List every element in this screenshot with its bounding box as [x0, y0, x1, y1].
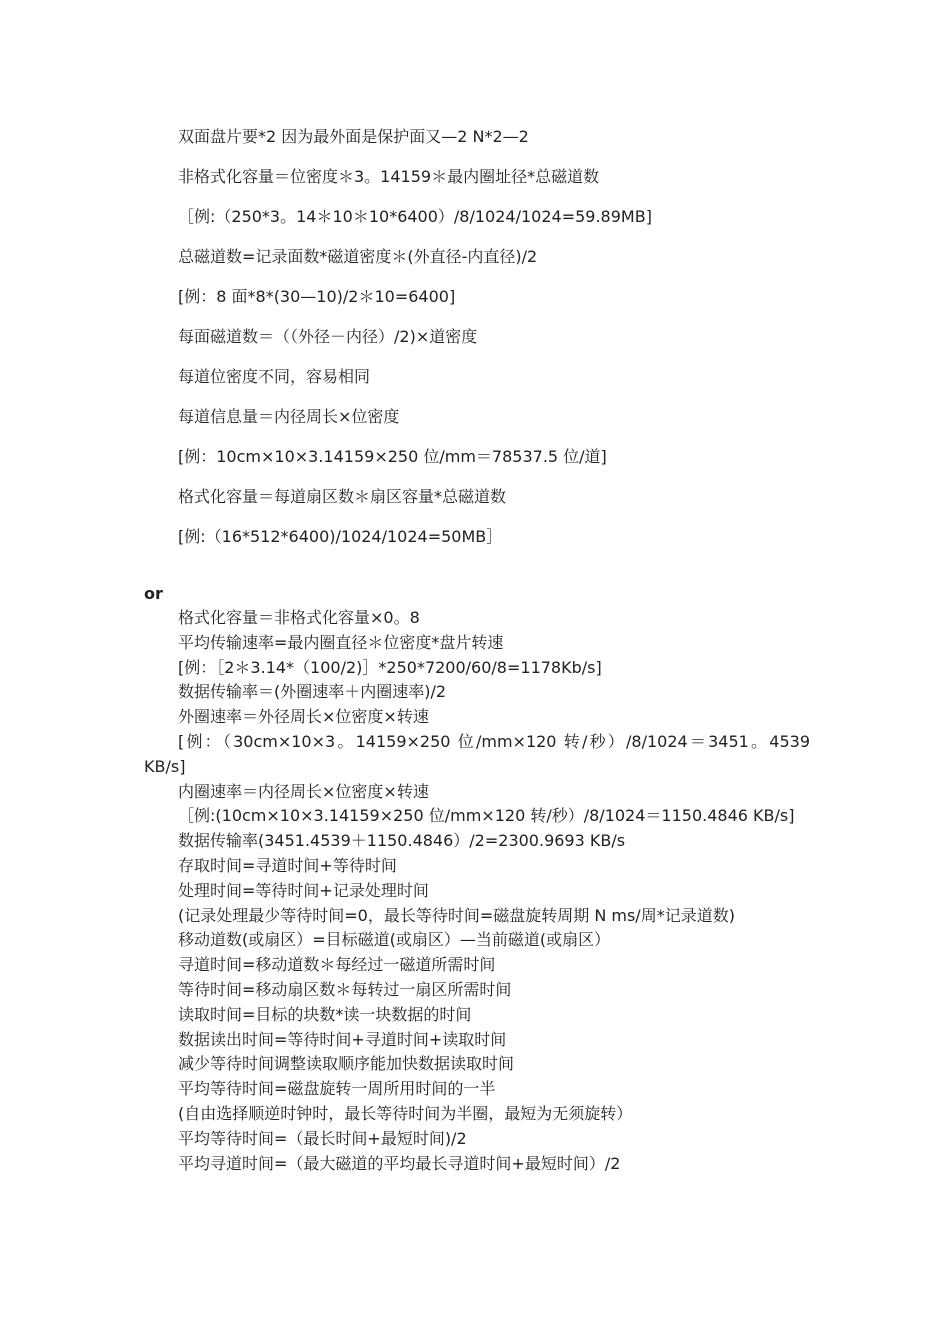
- or-separator: or: [144, 584, 163, 603]
- formula-line: 读取时间=目标的块数*读一块数据的时间: [178, 1004, 472, 1024]
- note-line: 减少等待时间调整读取顺序能加快数据读取时间: [178, 1054, 515, 1074]
- note-line: 每道位密度不同，容易相同: [178, 367, 371, 386]
- formula-line: 平均传输速率=最内圈直径＊位密度*盘片转速: [178, 632, 504, 652]
- example-line: [例:（16*512*6400)/1024/1024=50MB］: [178, 527, 503, 546]
- example-line: ［例:(10cm×10×3.14159×250 位/mm×120 转/秒）/8/1024＝1150.4846 KB/s]: [178, 806, 795, 826]
- formula-line: 双面盘片要*2 因为最外面是保护面又—2 N*2—2: [178, 127, 529, 146]
- formula-line: 数据传输率(3451.4539＋1150.4846）/2=2300.9693 KB/s: [178, 831, 626, 851]
- formula-line: 外圈速率＝外径周长×位密度×转速: [178, 707, 429, 727]
- formula-line: 内圈速率＝内径周长×位密度×转速: [178, 781, 429, 801]
- formula-line: 寻道时间=移动道数＊每经过一磁道所需时间: [178, 955, 496, 975]
- note-line: (记录处理最少等待时间=0，最长等待时间=磁盘旋转周期 N ms/周*记录道数): [178, 905, 735, 925]
- formula-line: 移动道数(或扇区）=目标磁道(或扇区）—当前磁道(或扇区）: [178, 930, 611, 950]
- formula-line: 平均等待时间=磁盘旋转一周所用时间的一半: [178, 1079, 496, 1099]
- note-line: (自由选择顺逆时钟时，最长等待时间为半圈，最短为无须旋转）: [178, 1103, 633, 1123]
- example-line: [例：（30cm×10×3。14159×250 位/mm×120 转/秒）/8/1024＝3451。4539 KB/s]: [144, 731, 810, 776]
- formula-line: 非格式化容量＝位密度＊3。14159＊最内圈址径*总磁道数: [178, 167, 600, 186]
- formula-line: 数据传输率＝(外圈速率＋内圈速率)/2: [178, 682, 447, 702]
- formula-section-spaced: [178, 125, 838, 565]
- formula-line: 处理时间=等待时间+记录处理时间: [178, 880, 429, 900]
- formula-line: 存取时间=寻道时间+等待时间: [178, 855, 397, 875]
- formula-line: 等待时间=移动扇区数＊每转过一扇区所需时间: [178, 979, 512, 999]
- formula-line: 总磁道数=记录面数*磁道密度＊(外直径-内直径)/2: [178, 247, 538, 266]
- formula-line: 每面磁道数＝（（外径－内径）/2)×道密度: [178, 327, 478, 346]
- formula-line: 平均等待时间=（最长时间+最短时间)/2: [178, 1128, 467, 1148]
- example-line: ［例:（250*3。14＊10＊10*6400）/8/1024/1024=59.89MB]: [178, 207, 652, 226]
- formula-line: 数据读出时间=等待时间+寻道时间+读取时间: [178, 1029, 507, 1049]
- formula-line: 格式化容量＝非格式化容量×0。8: [178, 608, 420, 627]
- formula-line: 格式化容量＝每道扇区数＊扇区容量*总磁道数: [178, 487, 507, 506]
- example-line: [例：8 面*8*(30—10)/2＊10=6400]: [178, 287, 456, 306]
- formula-line: 每道信息量＝内径周长×位密度: [178, 407, 400, 426]
- formula-section-dense: [144, 606, 810, 1176]
- example-line: [例：［2＊3.14*（100/2)］*250*7200/60/8=1178Kb/s]: [178, 657, 602, 677]
- formula-line: 平均寻道时间=（最大磁道的平均最长寻道时间+最短时间）/2: [178, 1153, 621, 1173]
- example-line: [例：10cm×10×3.14159×250 位/mm＝78537.5 位/道]: [178, 447, 607, 466]
